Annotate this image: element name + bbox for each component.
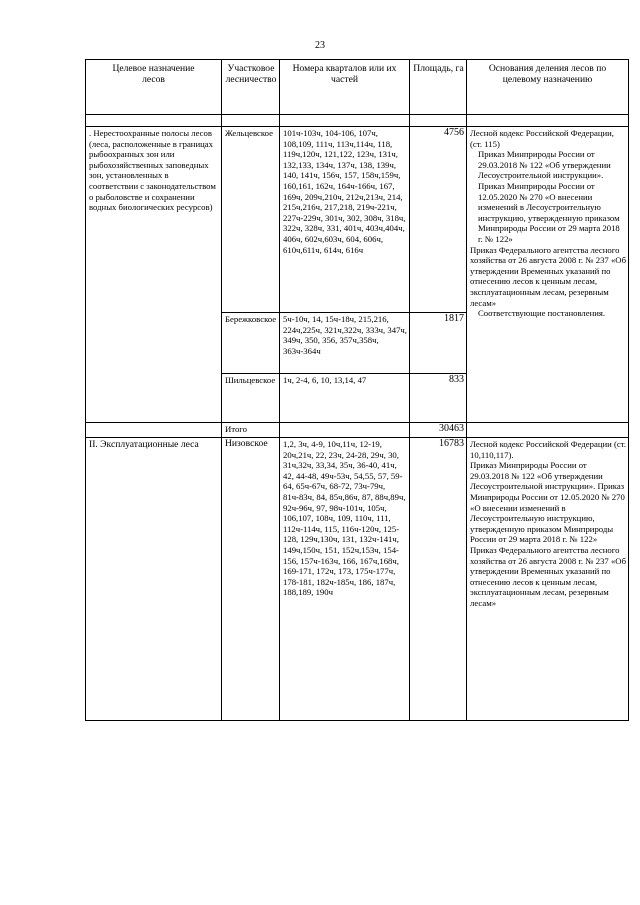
quarters-cell: 1,2, 3ч, 4-9, 10ч,11ч, 12-19, 20ч,21ч, 22, 23ч, 24-28, 29ч, 30, 31ч,32ч, 33,34, 35ч, 36-40, 41ч, 42, 44-48, 49ч-53ч, 54,55, 57, 59-64, 65ч-67ч, 68-72, 73ч-79ч, 81ч-83ч, 84, 85ч,86ч, 87, 88ч,89ч, 92ч-96ч, 97, 98ч-101ч, 105ч, 106,107, 108ч, 109, 110ч, 111, 112ч-114ч, 115, 116ч-120ч, 125-128, 129ч,130ч, 131, 132ч-141ч, 149ч,150ч, 151, 152ч,153ч, 154-156, 157ч-163ч, 166, 167ч,168ч, 169-171, 172ч, 173, 175ч-177ч, 178-181, 182ч-185ч, 186, 187ч, 188,189, 190ч [280, 438, 410, 721]
total-row [86, 423, 629, 438]
total-area: 30463 [410, 423, 467, 438]
header-quarters: Номера кварталов или их частей [280, 60, 410, 115]
basis-line: Соответствующие постановления. [478, 308, 606, 319]
forest-purpose-table [85, 59, 629, 721]
header-purpose: Целевое назначение лесов [86, 60, 222, 115]
forestry-cell: Бережковское [222, 313, 280, 374]
area-cell: 1817 [410, 313, 467, 374]
forestry-cell: Низовское [222, 438, 280, 721]
total-empty-cell [467, 423, 629, 438]
basis-line: Приказ Федерального агентства лесного хозяйства от 26 августа 2008 г. № 237 «Об утверждении Временных указаний по отнесению лесов к ценным лесам, эксплуатационным лесам, резервным лесам» [470, 544, 626, 608]
spacer-row [86, 115, 629, 127]
forestry-cell: Жельцевское [222, 127, 280, 313]
protective-purpose-text: . Нерестоохранные полосы лесов (леса, расположенные в границах рыбоохранных зон или рыбохозяйственных заповедных зон, установленных в соответствии с законодательством о рыболовстве и сохранении водных биологических ресурсов) [89, 128, 216, 213]
spacer-cell [410, 115, 467, 127]
quarters-cell: 1ч, 2-4, 6, 10, 13,14, 47 [280, 374, 410, 423]
header-forestry: Участковое лесничество [222, 60, 280, 115]
basis-line: Приказ Минприроды России от 29.03.2018 № 122 «Об утверждении Лесоустроительной инструкции». Приказ Минприроды России от 12.05.2020 № 270 «О внесении изменений в Лесоустроительную инструкцию, утвержденную приказом Минприроды России от 29 марта 2018 г. № 122» [478, 149, 620, 244]
header-area: Площадь, га [410, 60, 467, 115]
total-empty-cell [280, 423, 410, 438]
spacer-cell [280, 115, 410, 127]
spacer-cell [86, 115, 222, 127]
area-cell: 16783 [410, 438, 467, 721]
quarters-cell: 101ч-103ч, 104-106, 107ч, 108,109, 111ч, 113ч,114ч, 118, 119ч,120ч, 121,122, 123ч, 131ч, 132,133, 134ч, 137ч, 138, 139ч, 140, 141ч, 156ч, 157, 158ч,159ч, 160,161, 162ч, 164ч-166ч, 167, 169ч, 209ч,210ч, 212ч,213ч, 214, 215ч,216ч, 217,218, 219ч-221ч, 227ч-229ч, 301ч, 302, 308ч, 318ч, 322ч, 328ч, 331, 401ч, 403ч,404ч, 406ч, 602ч,603ч, 604, 606ч, 610ч,611ч, 614ч, 616ч [280, 127, 410, 313]
basis-line: Лесной кодекс Российской Федерации (ст. 10,110,117). [470, 439, 627, 460]
spacer-cell [222, 115, 280, 127]
spacer-cell [467, 115, 629, 127]
exploitation-purpose-cell: II. Эксплуатационные леса [86, 438, 222, 721]
quarters-cell: 5ч-10ч, 14, 15ч-18ч, 215,216, 224ч,225ч, 321ч,322ч, 333ч, 347ч, 349ч, 350, 356, 357ч,358ч, 363ч-364ч [280, 313, 410, 374]
protective-basis-cell [467, 127, 629, 423]
header-basis: Основания деления лесов по целевому назначению [467, 60, 629, 115]
table-header-row [86, 60, 629, 115]
area-cell: 4756 [410, 127, 467, 313]
table-row [86, 127, 629, 313]
basis-line: Лесной кодекс Российской Федерации, (ст. 115) [470, 128, 614, 149]
exploitation-basis-cell [467, 438, 629, 721]
basis-line: Приказ Федерального агентства лесного хозяйства от 26 августа 2008 г. № 237 «Об утверждении Временных указаний по отнесению лесов к ценным лесам, эксплуатационным лесам, резервным лесам» [470, 244, 626, 308]
table-row [86, 438, 629, 721]
forestry-cell: Шильцевское [222, 374, 280, 423]
page-number: 23 [315, 40, 325, 51]
protective-purpose-cell [86, 127, 222, 423]
area-cell: 833 [410, 374, 467, 423]
basis-line: Приказ Минприроды России от 29.03.2018 № 122 «Об утверждении Лесоустроительной инструкции». Приказ Минприроды России от 12.05.2020 № 270 «О внесении изменений в Лесоустроительную инструкцию, утвержденную приказом Минприроды России от 29 марта 2018 г. № 122» [470, 460, 625, 545]
total-empty-cell [86, 423, 222, 438]
total-label: Итого [222, 423, 280, 438]
